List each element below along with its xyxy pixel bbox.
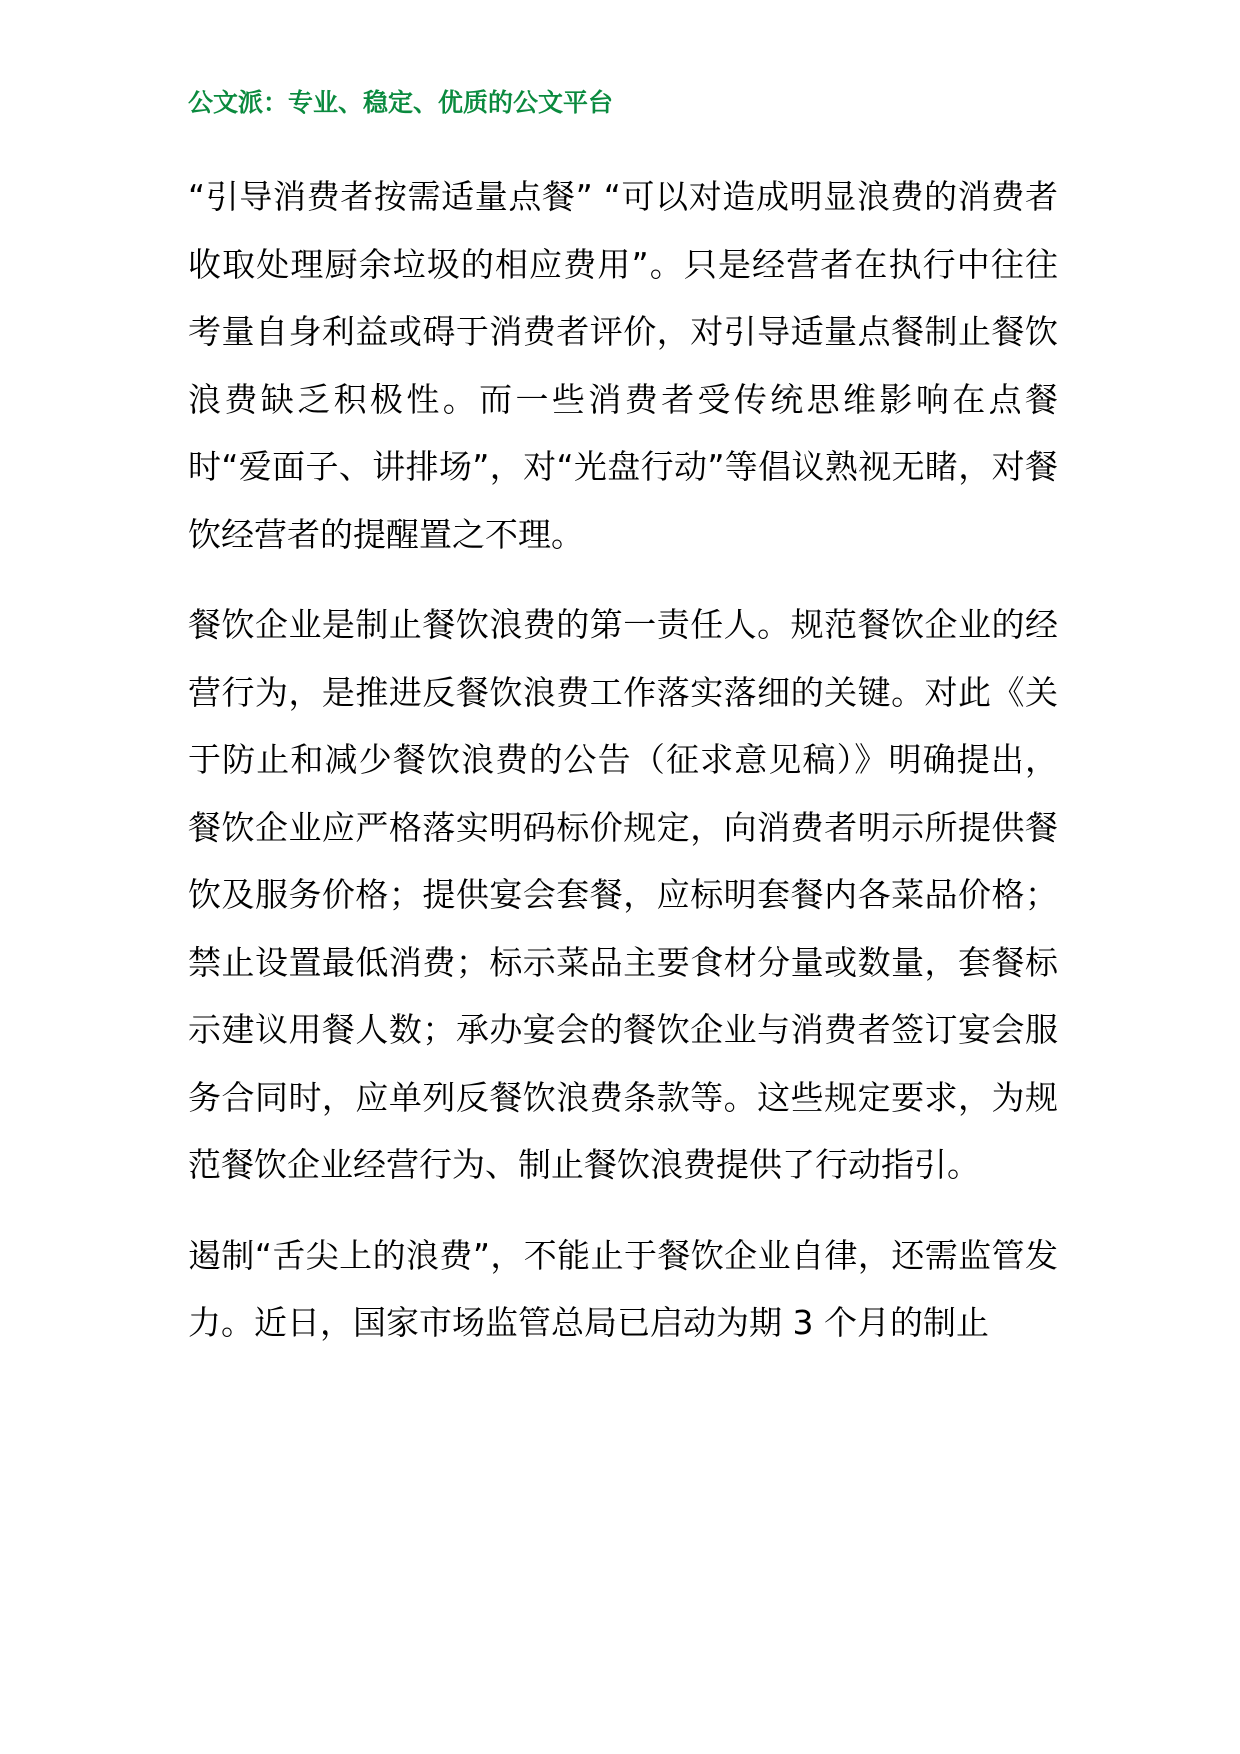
document-body	[188, 163, 1058, 1380]
paragraph-1: “引导消费者按需适量点餐” “可以对造成明显浪费的消费者收取处理厨余垃圾的相应费用”。只是经营者在执行中往往考量自身利益或碍于消费者评价，对引导适量点餐制止餐饮浪费缺乏积极性。而一些消费者受传统思维影响在点餐时“爱面子、讲排场”，对“光盘行动”等倡议熟视无睹，对餐饮经营者的提醒置之不理。	[188, 177, 1058, 554]
paragraph-2: 餐饮企业是制止餐饮浪费的第一责任人。规范餐饮企业的经营行为，是推进反餐饮浪费工作落实落细的关键。对此《关于防止和减少餐饮浪费的公告（征求意见稿）》明确提出，餐饮企业应严格落实明码标价规定，向消费者明示所提供餐饮及服务价格；提供宴会套餐，应标明套餐内各菜品价格；禁止设置最低消费；标示菜品主要食材分量或数量，套餐标示建议用餐人数；承办宴会的餐饮企业与消费者签订宴会服务合同时，应单列反餐饮浪费条款等。这些规定要求，为规范餐饮企业经营行为、制止餐饮浪费提供了行动指引。	[188, 605, 1058, 1184]
paragraph-3: 遏制“舌尖上的浪费”，不能止于餐饮企业自律，还需监管发力。近日，国家市场监管总局已启动为期 3 个月的制止	[188, 1235, 1058, 1342]
header-banner: 公文派：专业、稳定、优质的公文平台	[188, 88, 614, 117]
